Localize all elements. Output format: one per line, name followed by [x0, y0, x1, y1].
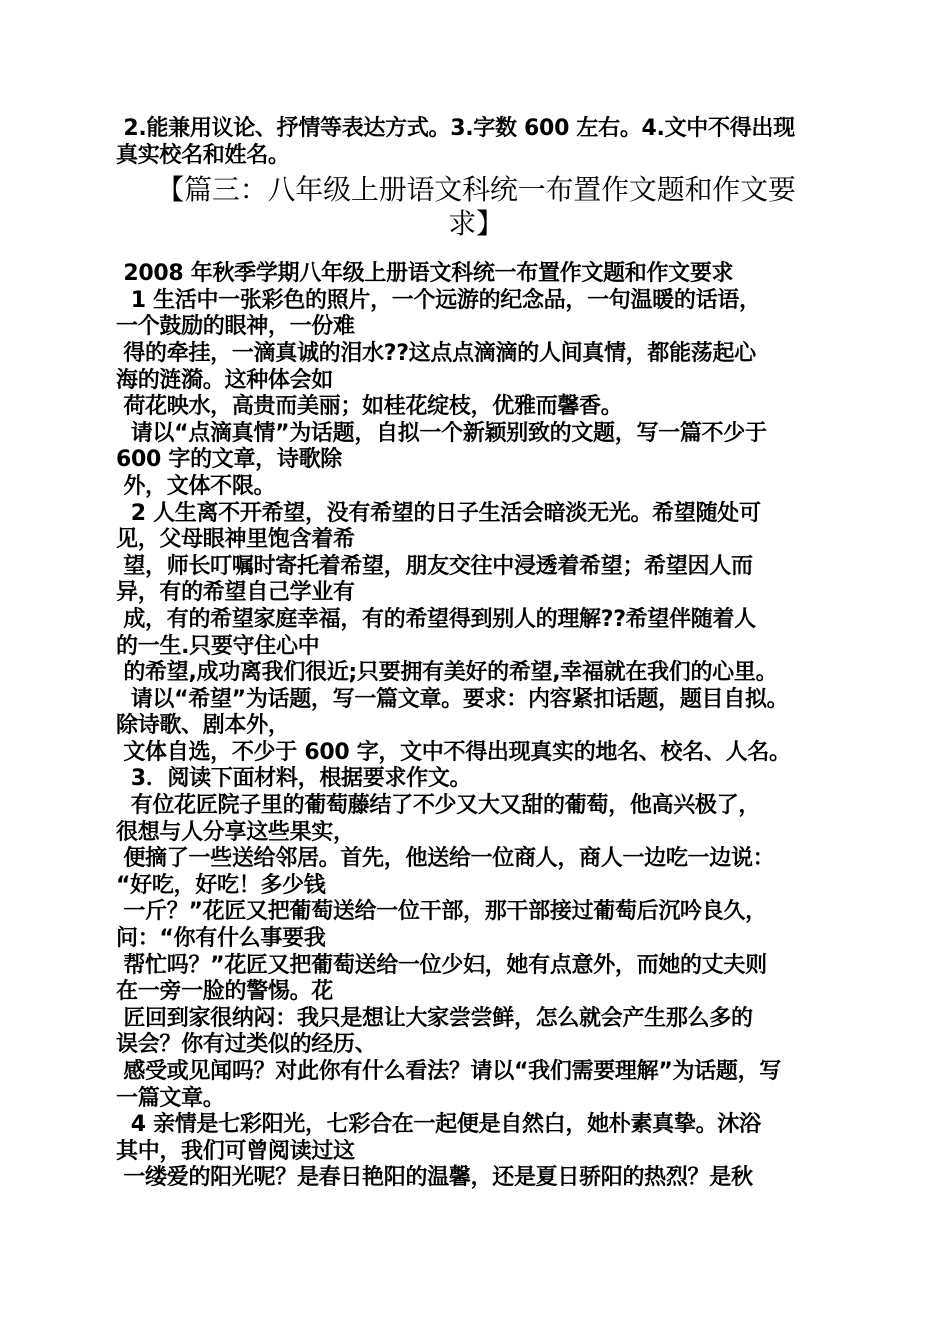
- text-line: 的希望,成功离我们很近;只要拥有美好的希望,幸福就在我们的心里。: [116, 660, 778, 686]
- heading-line: 【篇三：八年级上册语文科统一布置作文题和作文要: [156, 173, 796, 207]
- body-text: [116, 261, 836, 1192]
- text-line: 异，有的希望自己学业有: [116, 580, 355, 606]
- text-line: 感受或见闻吗？对此你有什么看法？请以“我们需要理解”为话题，写: [116, 1059, 781, 1084]
- text-line: 2.能兼用议论、抒情等表达方式。3.字数 600 左右。4.文中不得出现: [116, 116, 795, 141]
- text-line: 2 人生离不开希望，没有希望的日子生活会暗淡无光。希望随处可: [116, 500, 761, 526]
- text-line: 一缕爱的阳光呢？是春日艳阳的温馨，还是夏日骄阳的热烈？是秋: [116, 1165, 753, 1191]
- text-line: 帮忙吗？”花匠又把葡萄送给一位少妇，她有点意外，而她的丈夫则: [116, 952, 767, 978]
- text-line: 一斤？”花匠又把葡萄送给一位干部，那干部接过葡萄后沉吟良久，: [116, 899, 767, 925]
- text-line: 请以“希望”为话题，写一篇文章。要求：内容紧扣话题，题目自拟。: [116, 686, 789, 712]
- text-line: 请以“点滴真情”为话题，自拟一个新颖别致的文题，写一篇不少于: [116, 420, 767, 446]
- text-line: 一个鼓励的眼神，一份难: [116, 314, 355, 340]
- document-content: [116, 116, 836, 1192]
- text-line: 外，文体不限。: [116, 473, 276, 499]
- text-line: 4 亲情是七彩阳光，七彩合在一起便是自然白，她朴素真挚。沐浴: [116, 1112, 761, 1138]
- text-line: 便摘了一些送给邻居。首先，他送给一位商人，商人一边吃一边说：: [116, 846, 775, 872]
- text-line: 望，师长叮嘱时寄托着希望，朋友交往中浸透着希望；希望因人而: [116, 553, 753, 579]
- text-line: 见，父母眼神里饱含着希: [116, 527, 355, 553]
- text-line: 其中，我们可曾阅读过这: [116, 1138, 355, 1164]
- text-line: 得的牵挂，一滴真诚的泪水??这点点滴滴的人间真情，都能荡起心: [116, 340, 756, 366]
- text-line: 600 字的文章，诗歌除: [116, 447, 342, 473]
- text-line: 一篇文章。: [116, 1085, 225, 1111]
- text-line: 3．阅读下面材料，根据要求作文。: [116, 766, 472, 792]
- text-line: 海的涟漪。这种体会如: [116, 367, 334, 393]
- text-line: 除诗歌、剧本外，: [116, 713, 290, 739]
- text-line: 1 生活中一张彩色的照片，一个远游的纪念品，一句温暖的话语，: [116, 287, 761, 313]
- text-line: 成，有的希望家庭幸福，有的希望得到别人的理解??希望伴随着人: [116, 606, 756, 632]
- text-line: 文体自选，不少于 600 字，文中不得出现真实的地名、校名、人名。: [116, 739, 791, 765]
- text-line: 在一旁一脸的警惕。花: [116, 979, 334, 1005]
- text-line: 很想与人分享这些果实，: [116, 819, 355, 845]
- text-line: 误会？你有过类似的经历、: [116, 1032, 377, 1058]
- text-line: 荷花映水，高贵而美丽；如桂花绽枝，优雅而馨香。: [116, 394, 623, 420]
- intro-paragraph: [116, 116, 836, 169]
- text-line: 2008 年秋季学期八年级上册语文科统一布置作文题和作文要求: [116, 261, 734, 287]
- section-heading: [116, 173, 836, 241]
- text-line: “好吃，好吃！多少钱: [116, 872, 326, 898]
- text-line: 匠回到家很纳闷：我只是想让大家尝尝鲜，怎么就会产生那么多的: [116, 1005, 753, 1031]
- text-line: 问：“你有什么事要我: [116, 926, 326, 952]
- text-line: 的一生.只要守住心中: [116, 633, 320, 659]
- text-line: 有位花匠院子里的葡萄藤结了不少又大又甜的葡萄，他高兴极了，: [116, 793, 761, 819]
- heading-line: 求】: [448, 207, 504, 241]
- text-line: 真实校名和姓名。: [116, 142, 290, 168]
